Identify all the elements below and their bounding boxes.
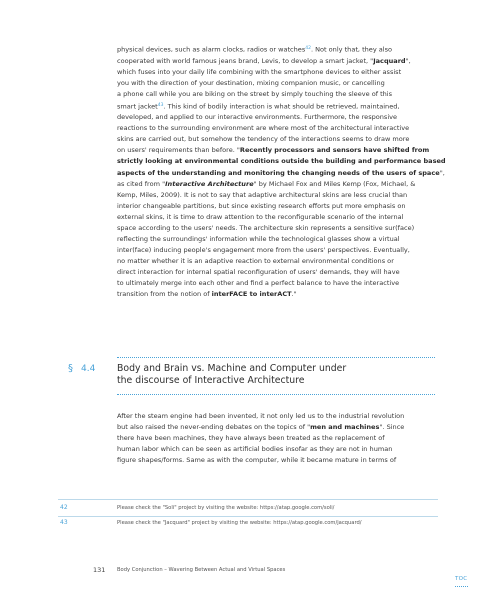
section-divider-top — [117, 357, 435, 358]
text-run: After the steam engine had been invented, it not only led us to the industrial revolution — [117, 412, 405, 420]
text-run: to ultimately merge into each other and find a perfect balance to have the interactive — [117, 278, 400, 287]
text-line — [117, 134, 437, 145]
text-line — [117, 289, 437, 300]
text-run: no matter whether it is an adaptive reaction to external environmental conditions or — [117, 256, 394, 265]
text-line — [117, 100, 437, 113]
text-line — [117, 278, 437, 289]
text-run: ", — [439, 168, 445, 177]
bold-text: Jacquard — [373, 56, 406, 65]
bold-text: Recently processors and sensors have shifted from — [239, 146, 430, 155]
text-line — [117, 212, 437, 223]
footnote-text[interactable]: Please check the "Soli" project by visiting the website: https://atap.google.com/soli/ — [117, 505, 335, 511]
text-run: reactions to the surrounding environment are where most of the architectural interactive — [117, 124, 410, 133]
section-paragraph — [117, 411, 437, 466]
text-run: ". Since — [379, 423, 405, 432]
text-run: there have been machines, they have always been treated as the replacement of — [117, 434, 385, 443]
text-run: a phone call while you are biking on the street by simply touching the sleeve of this — [117, 89, 393, 98]
toc-underline — [455, 586, 468, 587]
footnote-number: 43 — [60, 519, 68, 526]
text-line — [117, 89, 437, 100]
footnote-number: 42 — [60, 504, 68, 511]
section-title-line-1: Body and Brain vs. Machine and Computer under — [117, 363, 347, 374]
text-line — [117, 43, 437, 56]
text-run: inter(face) inducing people's engagement more from the users' perspectives. Eventually, — [117, 245, 410, 254]
footnote-separator — [58, 499, 438, 500]
bold-text: men and machines — [310, 423, 380, 432]
text-run: external skins, it is time to draw attention to the reconfigurable scenario of the internal — [117, 212, 404, 221]
text-run: . Not only that, they also — [310, 45, 393, 54]
text-line — [117, 267, 437, 278]
page-number: 131 — [93, 566, 106, 574]
text-run: reflecting the surroundings' information while the technological glasses show a virtual — [117, 234, 400, 243]
text-run: which fuses into your daily life combining with the smartphone devices to either assist — [117, 67, 402, 76]
section-divider-bottom — [117, 394, 435, 395]
text-line — [117, 223, 437, 234]
text-line — [117, 455, 437, 466]
running-title: Body Conjunction – Wavering Between Actual and Virtual Spaces — [117, 567, 286, 573]
toc-link[interactable]: TOC — [455, 576, 468, 582]
text-line — [117, 201, 437, 212]
text-line — [117, 56, 437, 67]
text-line — [117, 156, 446, 167]
text-run: developed, and applied to our interactive environments. Furthermore, the responsive — [117, 113, 398, 122]
text-run: cooperated with world famous jeans brand, Levis, to develop a smart jacket, " — [117, 56, 374, 65]
text-run: human labor which can be seen as artificial bodies insofar as they are not in human — [117, 445, 393, 454]
text-line — [117, 168, 445, 179]
text-line — [117, 245, 437, 256]
text-line — [117, 78, 437, 89]
text-line — [117, 179, 437, 190]
section-number: 4.4 — [81, 364, 96, 374]
text-run: smart jacket — [117, 102, 158, 111]
text-line — [117, 145, 437, 156]
text-line — [117, 112, 437, 123]
text-run: physical devices, such as alarm clocks, radios or watches — [117, 45, 306, 54]
text-run: skins are carried out, but somehow the tendency of the interactions seems to draw more — [117, 135, 410, 144]
bold-text: aspects of the understanding and monitoring the changing needs of the users of space — [117, 168, 440, 177]
text-run: ." — [291, 290, 297, 299]
text-line — [117, 256, 437, 267]
section-title — [117, 363, 346, 387]
text-run: " by Michael Fox and Miles Kemp (Fox, Michael, & — [253, 179, 416, 188]
footnote-ref[interactable]: 43 — [157, 102, 164, 108]
text-run: figure shapes/forms. Same as with the computer, while it became mature in terms of — [117, 456, 397, 465]
text-run: on users' requirements than before. " — [117, 146, 240, 155]
text-run: you with the direction of your destination, mixing companion music, or cancelling — [117, 78, 385, 87]
section-title-line-2: the discourse of Interactive Architecture — [117, 375, 305, 386]
footnote-separator — [58, 516, 438, 517]
main-paragraph — [117, 43, 446, 300]
bold-text: interFACE to interACT — [211, 290, 292, 299]
text-line — [117, 433, 437, 444]
text-run: as cited from " — [117, 179, 166, 188]
text-run: space according to the users' needs. The architecture skin represents a sensitive sur(face) — [117, 223, 415, 232]
section-symbol: § — [68, 363, 73, 374]
text-run: . This kind of bodily interaction is what should be retrieved, maintained, — [163, 102, 400, 111]
text-line — [117, 190, 437, 201]
footnote-text[interactable]: Please check the "Jacquard" project by visiting the website: https://atap.google.com/jacquard/ — [117, 520, 362, 526]
text-line — [117, 422, 437, 433]
text-line — [117, 444, 437, 455]
text-run: direct interaction for internal spatial reconfiguration of users' demands, they will have — [117, 267, 400, 276]
text-run: transition from the notion of — [117, 290, 212, 299]
text-run: but also raised the never-ending debates on the topics of " — [117, 423, 311, 432]
text-run: Kemp, Miles, 2009). It is not to say that adaptive architectural skins are less crucial than — [117, 190, 408, 199]
book-title: Interactive Architecture — [165, 179, 254, 188]
text-run: ", — [405, 56, 411, 65]
text-run: interior changeable partitions, but since existing research efforts put more emphasis on — [117, 201, 406, 210]
text-line — [117, 123, 437, 134]
footnote-ref[interactable]: 42 — [305, 46, 311, 51]
bold-text: strictly looking at environmental conditions outside the building and performance based — [117, 157, 446, 166]
text-line — [117, 411, 437, 422]
text-line — [117, 67, 437, 78]
text-line — [117, 234, 437, 245]
